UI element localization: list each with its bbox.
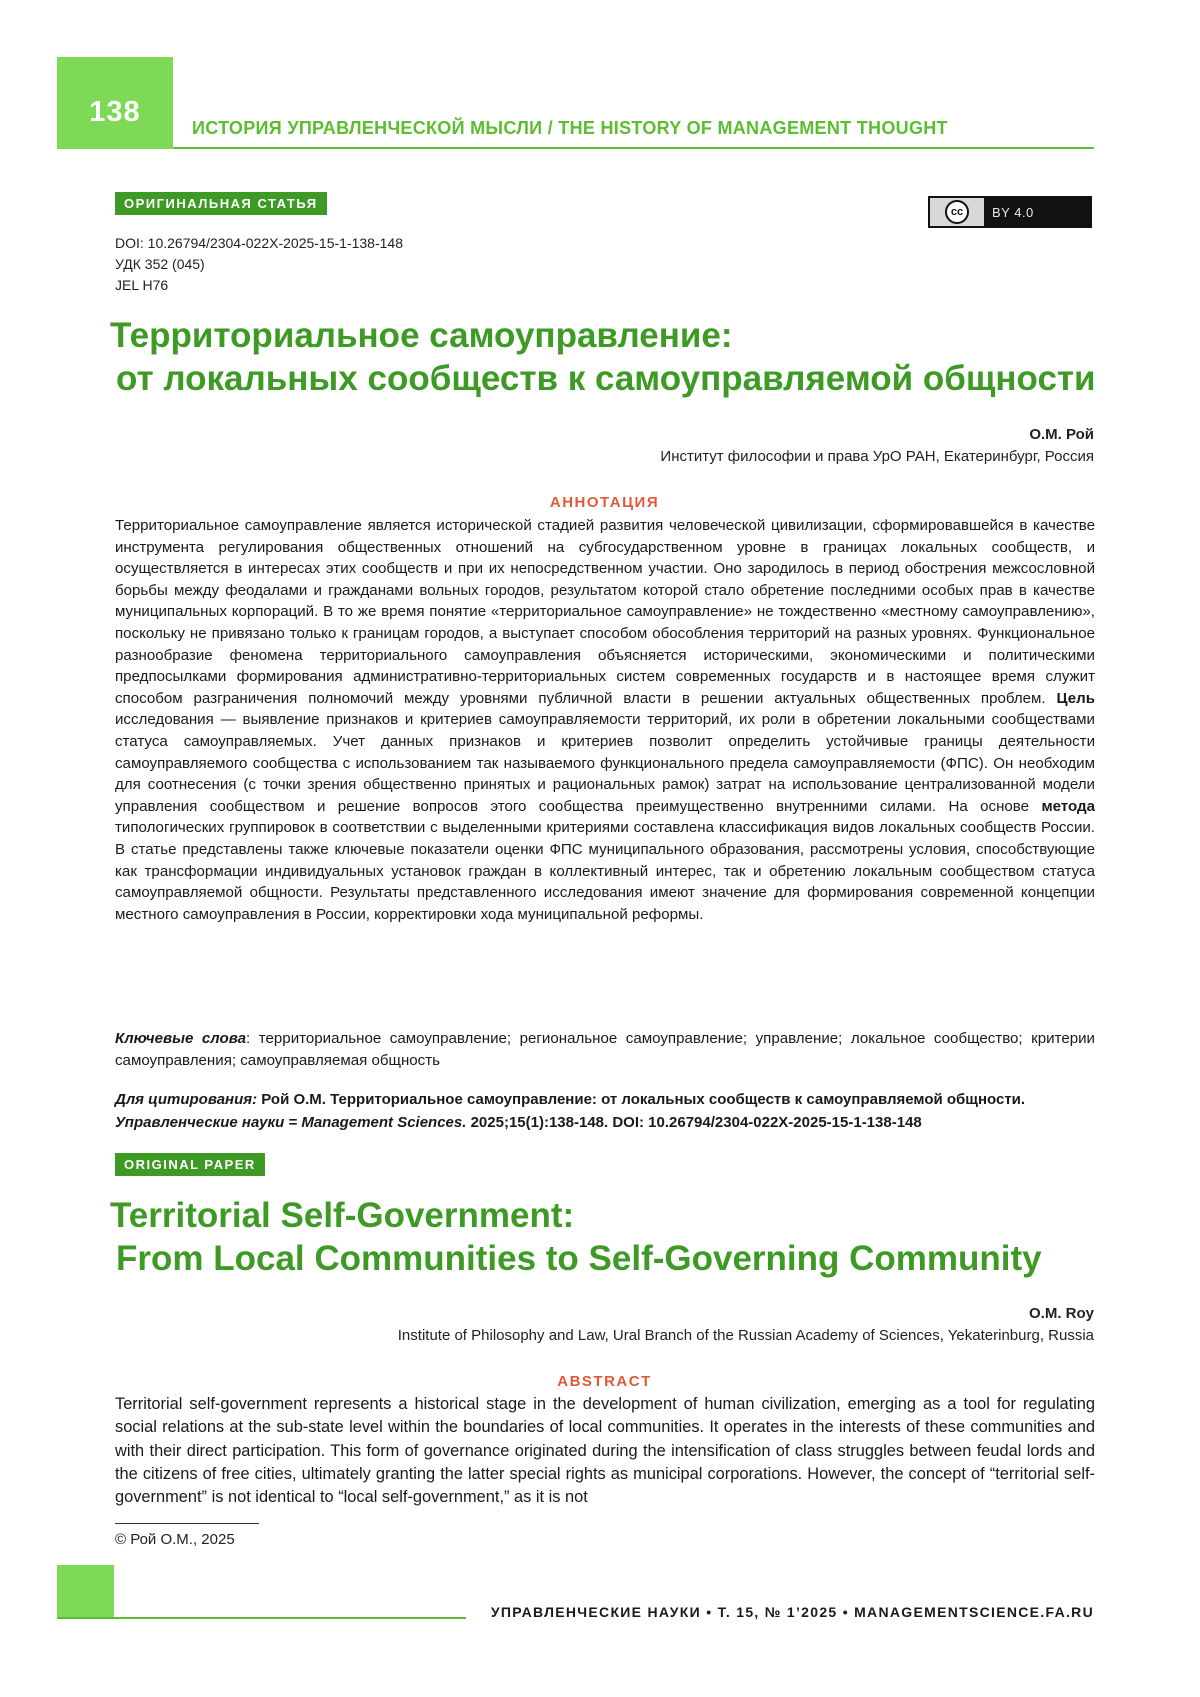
title-ru (110, 314, 1096, 400)
abstract-label-en: ABSTRACT (115, 1373, 1094, 1390)
title-ru-line1: Территориальное самоуправление: (110, 314, 1096, 357)
jel: JEL H76 (115, 275, 403, 296)
title-en-line2: From Local Communities to Self-Governing Community (110, 1237, 1042, 1280)
header-rule (173, 147, 1094, 149)
cc-logo (930, 198, 984, 226)
abstract-ru-part1: Территориальное самоуправление является исторической стадией развития человеческой цивилизации, сформировавшейся в качестве инструмента регулирования общественных отношений на субгосударственном уровне в границах локальных сообществ, и осуществляется в интересах этих сообществ и при их непосредственном участии. Оно зародилось в период обострения межсословной борьбы между феодалами и гражданами вольных городов, результатом которой стало обретение последними особых прав в качестве муниципальных корпораций. В то же время понятие «территориальное самоуправление» не тождественно «местному самоуправлению», поскольку не привязано только к границам городов, а выступает способом обособления территорий на разных уровнях. Функциональное разнообразие феномена территориального самоуправления объясняется историческими, экономическими и политическими предпосылками формирования административно-территориальных систем современных государств и в настоящее время служит способом разграничения полномочий между уровнями публичной власти в решении актуальных общественных проблем. (115, 517, 1095, 707)
citation (115, 1088, 1095, 1134)
abstract-ru (115, 515, 1095, 925)
page-number: 138 (57, 96, 173, 129)
abstract-ru-part3: типологических группировок в соответствии с выделенными критериями составлена классификация видов локальных сообществ России. В статье представлены также ключевые показатели оценки ФПС муниципального образования, рассмотрены условия, способствующие как трансформации индивидуальных установок граждан в коллективный интерес, так и обретению локальным сообществом статуса самоуправляемой общности. Результаты представленного исследования имеют значение для формирования современной концепции местного самоуправления в России, корректировки хода муниципальной реформы. (115, 819, 1095, 922)
affiliation-ru: Институт философии и права УрО РАН, Екатеринбург, Россия (660, 446, 1094, 468)
cc-icon: cc (945, 200, 969, 224)
affiliation-en: Institute of Philosophy and Law, Ural Branch of the Russian Academy of Sciences, Yekaterinburg, Russia (398, 1325, 1094, 1347)
citation-label: Для цитирования: (115, 1091, 257, 1108)
article-meta (115, 233, 403, 296)
article-type-badge-ru: ОРИГИНАЛЬНАЯ СТАТЬЯ (115, 192, 327, 215)
cc-license-text: BY 4.0 (984, 198, 1090, 226)
citation-text: Рой О.М. Территориальное самоуправление: от локальных сообществ к самоуправляемой общности. (257, 1091, 1025, 1108)
keywords-ru (115, 1028, 1095, 1071)
udk: УДК 352 (045) (115, 254, 403, 275)
footnote-rule (115, 1523, 259, 1524)
title-en-line1: Territorial Self-Government: (110, 1194, 1042, 1237)
author-ru: О.М. Рой (1029, 426, 1094, 443)
citation-journal: Управленческие науки = Management Sciences. (115, 1114, 466, 1131)
author-block-ru (660, 424, 1094, 468)
author-block-en (398, 1303, 1094, 1347)
journal-footer[interactable]: УПРАВЛЕНЧЕСКИЕ НАУКИ • Т. 15, № 1’2025 • MANAGEMENTSCIENCE.FA.RU (491, 1604, 1094, 1620)
abstract-en: Territorial self-government represents a historical stage in the development of human civilization, emerging as a tool for regulating social relations at the sub-state level within the boundaries of local communities. It operates in the interests of these communities and with their direct participation. This form of governance originated during the intensification of class struggles between feudal lords and the citizens of free cities, ultimately granting the latter special rights as municipal corporations. However, the concept of “territorial self-government” is not identical to “local self-government,” as it is not (115, 1393, 1095, 1509)
article-type-badge-en: ORIGINAL PAPER (115, 1153, 265, 1176)
section-heading: ИСТОРИЯ УПРАВЛЕНЧЕСКОЙ МЫСЛИ / THE HISTORY OF MANAGEMENT THOUGHT (192, 118, 948, 139)
doi[interactable]: DOI: 10.26794/2304-022X-2025-15-1-138-148 (115, 233, 403, 254)
copyright: © Рой О.М., 2025 (115, 1531, 235, 1548)
abstract-ru-method: метода (1041, 798, 1095, 815)
keywords-label-ru: Ключевые слова (115, 1030, 246, 1047)
keywords-text-ru: : территориальное самоуправление; региональное самоуправление; управление; локальное сообщество; критерии самоуправления; самоуправляемая общность (115, 1030, 1095, 1069)
title-en (110, 1194, 1042, 1280)
footer-box (57, 1565, 114, 1619)
abstract-ru-goal: Цель (1057, 690, 1095, 707)
abstract-label-ru: АННОТАЦИЯ (115, 494, 1094, 511)
cc-license-badge[interactable] (928, 196, 1092, 228)
abstract-ru-part2: исследования — выявление признаков и критериев самоуправляемости территорий, их роли в обретении локальными сообществами статуса самоуправляемых. Учет данных признаков и критериев позволит определить устойчивые границы деятельности самоуправляемого сообщества с использованием так называемого функционального предела самоуправляемости (ФПС). Он необходим для соотнесения (с точки зрения общественно принятых и рациональных рамок) затрат на использование централизованной модели управления сообществом и решение вопросов этого сообщества преимущественно внутренними силами. На основе (115, 711, 1095, 814)
title-ru-line2: от локальных сообществ к самоуправляемой общности (110, 357, 1096, 400)
author-en: O.M. Roy (1029, 1305, 1094, 1322)
citation-details: 2025;15(1):138-148. DOI: 10.26794/2304-022X-2025-15-1-138-148 (466, 1114, 921, 1131)
footer-rule (57, 1617, 466, 1619)
